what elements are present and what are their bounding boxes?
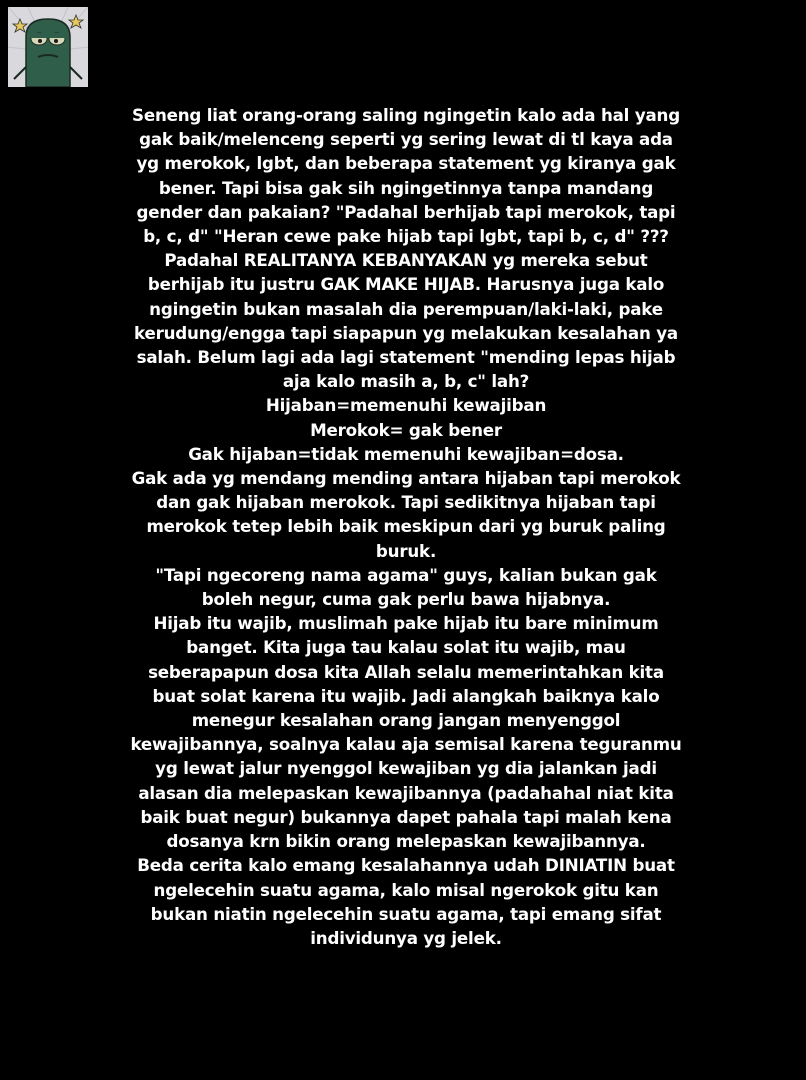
post-text-line: gender dan pakaian? "Padahal berhijab tapi merokok, tapi — [136, 201, 676, 222]
post-text-line: kerudung/engga tapi siapapun yg melakukan kesalahan ya — [134, 322, 678, 343]
post-text-line: seberapapun dosa kita Allah selalu memerintahkan kita — [148, 661, 664, 682]
post-text-line: Beda cerita kalo emang kesalahannya udah DINIATIN buat — [137, 855, 675, 876]
post-text-line: baik buat negur) bukannya dapet pahala tapi malah kena — [140, 806, 672, 827]
post-text-line: boleh negur, cuma gak perlu bawa hijabnya. — [201, 589, 611, 610]
post-text-line: bener. Tapi bisa gak sih ngingetinnya tanpa mandang — [158, 177, 654, 198]
post-text-line: menegur kesalahan orang jangan menyenggol — [191, 710, 621, 731]
cartoon-character-avatar-icon — [8, 7, 88, 87]
post-text-line: buat solat karena itu wajib. Jadi alangkah baiknya kalo — [152, 685, 660, 706]
post-text-line: dosanya krn bikin orang melepaskan kewajibannya. — [166, 831, 646, 852]
post-text-line: Merokok= gak bener — [310, 419, 502, 440]
post-text-line: berhijab itu justru GAK MAKE HIJAB. Harusnya juga kalo — [147, 274, 665, 295]
post-text-line: Hijab itu wajib, muslimah pake hijab itu bare minimum — [153, 613, 659, 634]
post-body — [110, 103, 702, 950]
post-text-line: kewajibannya, soalnya kalau aja semisal karena teguranmu — [130, 734, 682, 755]
post-text-line: gak baik/melenceng seperti yg sering lewat di tl kaya ada — [139, 129, 673, 150]
post-text-line: Gak hijaban=tidak memenuhi kewajiban=dosa. — [188, 443, 624, 464]
post-text-line: Hijaban=memenuhi kewajiban — [265, 395, 547, 416]
post-text-line: buruk. — [375, 540, 437, 561]
avatar[interactable] — [8, 7, 88, 87]
post-text-line: bukan niatin ngelecehin suatu agama, tapi emang sifat — [150, 903, 662, 924]
post-text-line: salah. Belum lagi ada lagi statement "mending lepas hijab — [136, 347, 676, 368]
post-text-line: Seneng liat orang-orang saling ngingetin kalo ada hal yang — [132, 105, 680, 125]
post-text-line: ngelecehin suatu agama, kalo misal ngerokok gitu kan — [153, 879, 659, 900]
post-text-line: merokok tetep lebih baik meskipun dari yg buruk paling — [146, 516, 666, 537]
post-text-line: alasan dia melepaskan kewajibannya (padahahal niat kita — [138, 782, 674, 803]
post-text-line: individunya yg jelek. — [310, 927, 502, 948]
post-text-line: Gak ada yg mendang mending antara hijaban tapi merokok — [131, 468, 681, 489]
post-text-line: yg lewat jalur nyenggol kewajiban yg dia jalankan jadi — [155, 758, 657, 779]
post-text-line: dan gak hijaban merokok. Tapi sedikitnya hijaban tapi — [156, 492, 656, 513]
post-text-line: yg merokok, lgbt, dan beberapa statement yg kiranya gak — [136, 153, 676, 174]
post-text-line: "Tapi ngecoreng nama agama" guys, kalian bukan gak — [155, 564, 657, 585]
post-text-line: ngingetin bukan masalah dia perempuan/laki-laki, pake — [149, 298, 663, 319]
post-text-line: b, c, d" "Heran cewe pake hijab tapi lgbt, tapi b, c, d" ??? — [143, 226, 669, 247]
post-text-line: Padahal REALITANYA KEBANYAKAN yg mereka sebut — [164, 250, 648, 271]
post-text-line: banget. Kita juga tau kalau solat itu wajib, mau — [186, 637, 626, 658]
post-text-line: aja kalo masih a, b, c" lah? — [282, 371, 530, 392]
